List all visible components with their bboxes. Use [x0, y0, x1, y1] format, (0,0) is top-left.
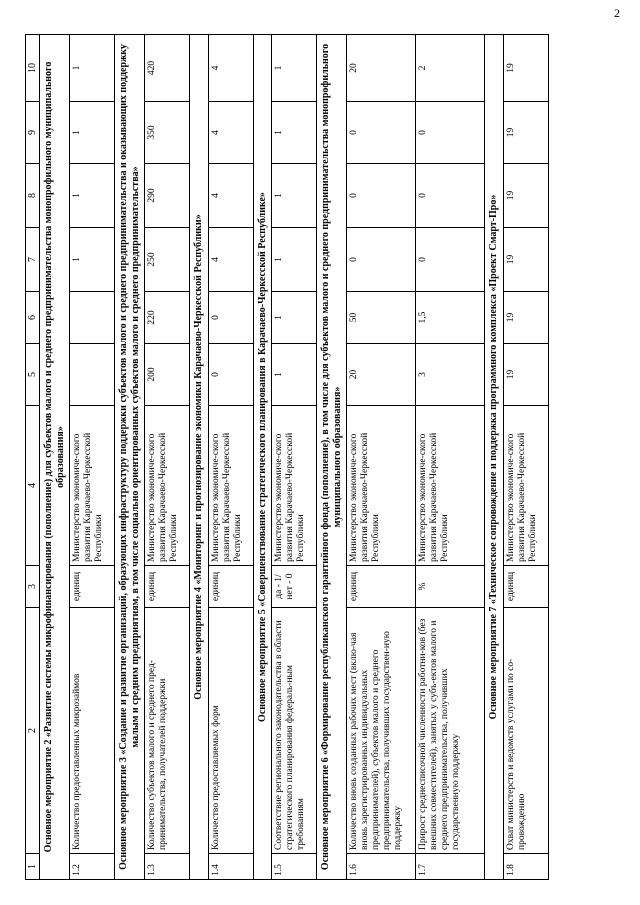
cell-value: 1 [272, 292, 317, 344]
cell-value: 50 [347, 292, 416, 344]
cell-value: 4 [208, 102, 253, 164]
table-row [416, 35, 485, 880]
cell-value: 1 [70, 164, 115, 228]
indicators-table [25, 34, 549, 880]
section-heading-row [115, 35, 145, 880]
col-header: 9 [26, 102, 40, 164]
section-title: Основное мероприятие 2 «Развитие системы микрофинансирования (пополнение) для субъектов малого и среднего предпринимательства монопрофильного муниципального образования» [40, 35, 70, 880]
section-heading-row [190, 35, 209, 880]
cell-value: 4 [208, 228, 253, 292]
cell-value: 0 [416, 228, 485, 292]
table-row [208, 35, 253, 880]
cell-value: 0 [347, 164, 416, 228]
cell-value: 19 [503, 35, 548, 102]
cell-value: 350 [145, 102, 190, 164]
section-title: Основное мероприятие 3 «Создание и развитие организаций, образующих инфраструктуру поддержки субъектов малого и среднего предпринимательства и оказывающих поддержку малым и средним предприятиям, в том числе социально ориентированных субъектов малого и среднего предпринимательства» [115, 35, 145, 880]
cell-value: 420 [145, 35, 190, 102]
cell-value: 290 [145, 164, 190, 228]
col-header: 2 [26, 608, 40, 854]
cell-value: 1 [70, 228, 115, 292]
cell-value: 200 [145, 344, 190, 406]
cell-value: 1,5 [416, 292, 485, 344]
col-header: 10 [26, 35, 40, 102]
cell-value: 0 [208, 344, 253, 406]
rotated-page [25, 35, 625, 880]
col-header: 7 [26, 228, 40, 292]
cell-value: 3 [416, 344, 485, 406]
cell-value: 1 [272, 164, 317, 228]
cell-value: 19 [503, 344, 548, 406]
cell-num: 1.2 [70, 854, 115, 880]
cell-value: 0 [416, 164, 485, 228]
cell-executor: Министерство экономиче-ского развития Карачаево-Черкесской Республики [347, 406, 416, 566]
cell-value: 20 [347, 35, 416, 102]
cell-unit: единиц [70, 566, 115, 608]
section-title: Основное мероприятие 5 «Совершенствование стратегического планирования в Карачаево-Черкесской Республике» [253, 35, 272, 880]
cell-unit: единиц [145, 566, 190, 608]
cell-value [70, 344, 115, 406]
cell-unit: единиц [208, 566, 253, 608]
table-row [272, 35, 317, 880]
cell-num: 1.6 [347, 854, 416, 880]
cell-indicator: Количество вновь созданных рабочих мест (вклю-чая вновь зарегистрированных индивидуальных предпринимателей), субъектов малого и среднего предпринимательства, получивших государствен-ную поддержку [347, 608, 416, 854]
cell-executor: Министерство экономиче-ского развития Карачаево-Черкесской Республики [272, 406, 317, 566]
col-header: 8 [26, 164, 40, 228]
cell-value: 0 [347, 102, 416, 164]
cell-value: 1 [272, 35, 317, 102]
cell-indicator: Соответствие регионального законодательства в области стратегического планирования федераль-ным требованиям [272, 608, 317, 854]
cell-value: 20 [347, 344, 416, 406]
col-header: 5 [26, 344, 40, 406]
cell-value: 0 [416, 102, 485, 164]
cell-unit: % [416, 566, 485, 608]
cell-unit: единиц [503, 566, 548, 608]
header-row [26, 35, 40, 880]
cell-executor: Министерство экономиче-ского развития Карачаево-Черкесской Республики [416, 406, 485, 566]
cell-value: 220 [145, 292, 190, 344]
cell-num: 1.3 [145, 854, 190, 880]
section-heading-row [485, 35, 504, 880]
cell-executor: Министерство экономиче-ского развития Карачаево-Черкесской Республики [145, 406, 190, 566]
cell-value: 1 [272, 228, 317, 292]
section-heading-row [253, 35, 272, 880]
cell-value: 1 [70, 35, 115, 102]
cell-num: 1.7 [416, 854, 485, 880]
cell-executor: Министерство экономиче-ского развития Карачаево-Черкесской Республики [70, 406, 115, 566]
section-title: Основное мероприятие 4 «Мониторинг и прогнозирование экономики Карачаево-Черкесской Республики» [190, 35, 209, 880]
col-header: 3 [26, 566, 40, 608]
cell-value: 1 [70, 102, 115, 164]
cell-value: 4 [208, 164, 253, 228]
section-title: Основное мероприятие 6 «Формирование республиканского гарантийного фонда (пополнение), в том числе для субъектов малого и среднего предпринимательства монопрофильного муниципального образования» [317, 35, 347, 880]
cell-num: 1.5 [272, 854, 317, 880]
cell-value: 19 [503, 228, 548, 292]
cell-num: 1.4 [208, 854, 253, 880]
cell-value: 250 [145, 228, 190, 292]
table-row [145, 35, 190, 880]
table-row [347, 35, 416, 880]
cell-value: 19 [503, 102, 548, 164]
col-header: 6 [26, 292, 40, 344]
cell-value: 2 [416, 35, 485, 102]
cell-value: 1 [272, 344, 317, 406]
section-title: Основное мероприятие 7 «Техническое сопровождение и поддержка программного комплекса «Проект Смарт-Про» [485, 35, 504, 880]
col-header: 4 [26, 406, 40, 566]
cell-value: 0 [208, 292, 253, 344]
table-row [70, 35, 115, 880]
cell-value: 19 [503, 292, 548, 344]
cell-indicator: Прирост среднесписочной численности работни-ков (без внешних совместителей), занятых у субъ-ектов малого и среднего предпринимательства, получивших государственную поддержку [416, 608, 485, 854]
cell-indicator: Охват министерств и ведомств услугами по со-провождению [503, 608, 548, 854]
section-heading-row [317, 35, 347, 880]
cell-unit: единиц [347, 566, 416, 608]
cell-indicator: Количество субъектов малого и среднего пред-принимательства, получателей поддержки [145, 608, 190, 854]
cell-indicator: Количество предоставленных микрозаймов [70, 608, 115, 854]
cell-executor: Министерство экономиче-ского развития Карачаево-Черкесской Республики [208, 406, 253, 566]
cell-value: 1 [272, 102, 317, 164]
col-header: 1 [26, 854, 40, 880]
cell-unit: да - 1/ нет - 0 [272, 566, 317, 608]
cell-value: 4 [208, 35, 253, 102]
table-row [503, 35, 548, 880]
cell-value: 0 [347, 228, 416, 292]
cell-value [70, 292, 115, 344]
cell-executor: Министерство экономиче-ского развития Карачаево-Черкесской Республики [503, 406, 548, 566]
cell-value: 19 [503, 164, 548, 228]
section-heading-row [40, 35, 70, 880]
cell-num: 1.8 [503, 854, 548, 880]
page-number: 2 [614, 6, 620, 20]
cell-indicator: Количество предоставляемых форм [208, 608, 253, 854]
